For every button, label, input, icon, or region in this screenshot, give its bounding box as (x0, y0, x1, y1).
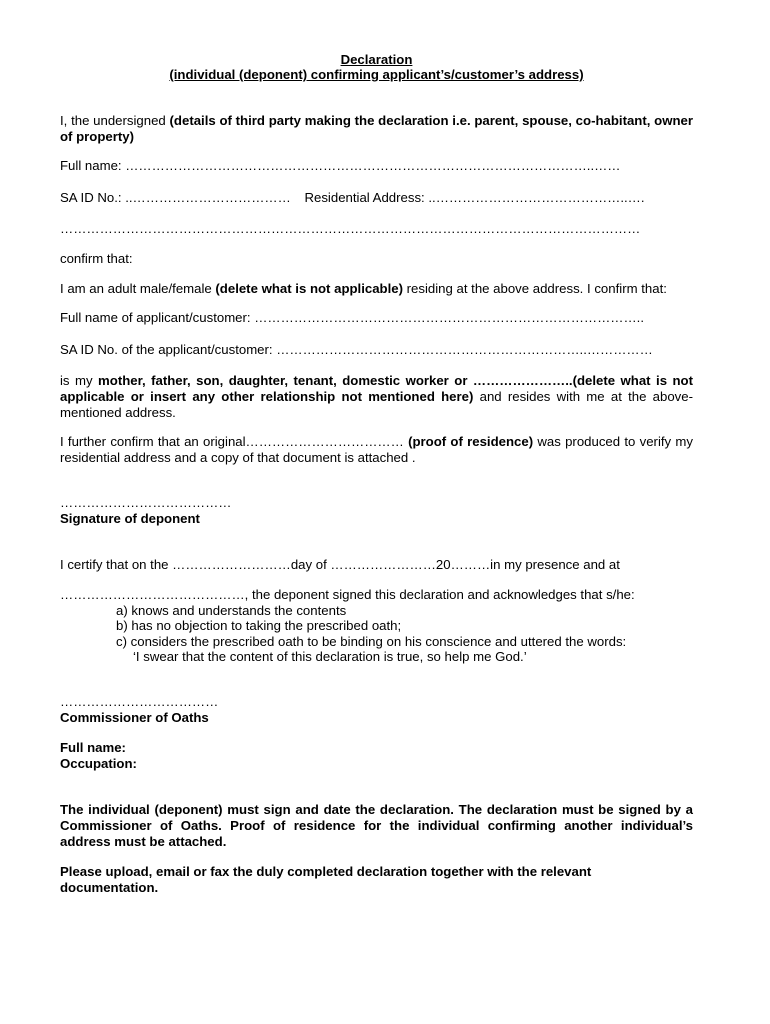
acknowledgement-item-b: b) has no objection to taking the prescribed oath; (116, 618, 402, 634)
sa-id-field[interactable]: SA ID No.: ..……………………………… (60, 189, 291, 205)
certify-line-2: ……………………………………, the deponent signed this declaration and acknowledges that s/he: (60, 587, 635, 603)
full-name-field[interactable]: Full name: ……………………………………………………………………………………………..…… (60, 158, 621, 174)
document-title (60, 52, 693, 82)
relationship-statement (60, 373, 693, 420)
relationship-text-bold: mother, father, son, daughter, tenant, domestic worker or …………………..(delete what is not applicable or insert any other relationship not mentioned here) (60, 373, 693, 404)
proof-of-residence-statement (60, 434, 693, 465)
oath-quote: ‘I swear that the content of this declaration is true, so help me God.’ (133, 649, 527, 665)
intro-text: I, the undersigned (60, 113, 170, 128)
acknowledgement-item-c: c) considers the prescribed oath to be binding on his conscience and uttered the words: (116, 633, 627, 649)
further-text-post: was produced to verify my residential address and a copy of that document is attached . (60, 434, 693, 465)
adult-text-post: residing at the above address. I confirm that: (403, 280, 667, 296)
adult-text-pre: I am an adult male/female (60, 280, 216, 296)
residential-address-field[interactable]: Residential Address: ..……………………………………..…. (304, 189, 645, 205)
intro-bold: (details of third party making the declaration i.e. parent, spouse, co-habitant, owner of property) (60, 113, 693, 144)
acknowledgement-item-a: a) knows and understands the contents (116, 602, 347, 618)
address-continuation-line[interactable]: …………………………………………………………………………………………………………………… (60, 221, 641, 237)
relationship-text-pre: is my (60, 373, 99, 389)
certify-line-1: I certify that on the ………………………day of ……………………20………in my presence and at (60, 556, 620, 572)
confirm-that-text: confirm that: (60, 250, 133, 266)
deponent-signature-line[interactable]: ………………………………… (60, 495, 232, 511)
commissioner-label: Commissioner of Oaths (60, 709, 209, 725)
declaration-document (60, 52, 693, 895)
commissioner-full-name-label: Full name: (60, 740, 126, 756)
deponent-signature-label: Signature of deponent (60, 510, 200, 526)
commissioner-occupation-label: Occupation: (60, 755, 137, 771)
title-line-2: (individual (deponent) confirming applicant’s/customer’s address) (169, 67, 584, 82)
acknowledgement-list (116, 603, 693, 665)
adult-text-bold: (delete what is not applicable) (215, 280, 403, 296)
title-line-1: Declaration (340, 52, 413, 67)
further-text-bold: (proof of residence) (408, 434, 534, 450)
adult-statement (60, 281, 693, 297)
id-address-row (60, 190, 693, 206)
commissioner-signature-line[interactable]: ……………………………… (60, 694, 219, 710)
instructions-note: The individual (deponent) must sign and date the declaration. The declaration must be signed by a Commissioner of Oaths. Proof of residence for the individual confirming another individual’s address must be attached. (60, 802, 693, 849)
further-text-pre: I further confirm that an original……………………………… (60, 434, 409, 450)
intro-paragraph (60, 113, 693, 144)
applicant-full-name-field[interactable]: Full name of applicant/customer: …………………………………………………………………………….. (60, 310, 645, 326)
applicant-sa-id-field[interactable]: SA ID No. of the applicant/customer: ……………………………………………………………..…………… (60, 341, 653, 357)
relationship-text-post: and resides with me at the above-mentioned address. (60, 388, 693, 420)
upload-note: Please upload, email or fax the duly completed declaration together with the relevant documentation. (60, 864, 592, 895)
